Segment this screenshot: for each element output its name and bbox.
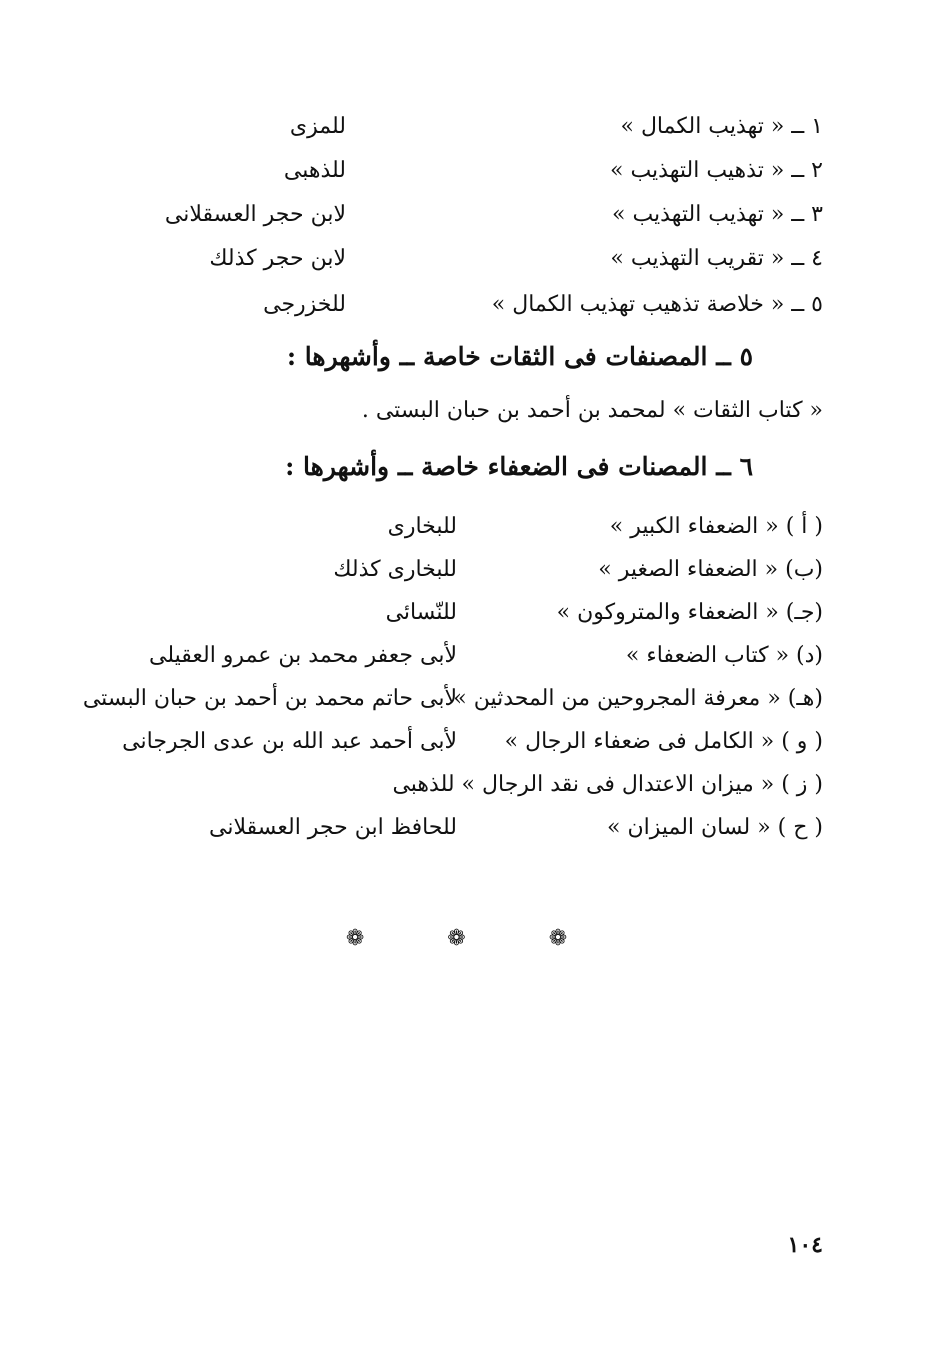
list-item-author: لأبى حاتم محمد بن أحمد بن حبان البستى	[82, 686, 457, 711]
list-item-title: ٤ ــ « تقريب التهذيب »	[610, 246, 823, 271]
section-heading-thiqat: ٥ ــ المصنفات فى الثقات خاصة ــ وأشهرها :	[286, 342, 753, 371]
list-item-title: ( ز ) « ميزان الاعتدال فى نقد الرجال » للذهبى	[392, 772, 823, 797]
list-item-title: ( و ) « الكامل فى ضعفاء الرجال »	[504, 729, 823, 754]
list-item-title: ١ ــ « تهذيب الكمال »	[620, 114, 823, 139]
list-item-title: (د) « كتاب الضعفاء »	[625, 643, 823, 668]
page-number: ١٠٤	[787, 1232, 823, 1258]
list-item-title: ٣ ــ « تهذيب التهذيب »	[611, 202, 823, 227]
list-item-author: للخزرجى	[263, 292, 346, 317]
list-item-author: للحافظ ابن حجر العسقلانى	[209, 815, 457, 840]
list-item-title: ٢ ــ « تذهيب التهذيب »	[610, 158, 823, 183]
list-item-author: لأبى جعفر محمد بن عمرو العقيلى	[149, 643, 457, 668]
list-item-author: لابن حجر العسقلانى	[164, 202, 346, 227]
list-item-title: ٥ ــ « خلاصة تذهيب تهذيب الكمال »	[491, 292, 823, 317]
list-item-author: لابن حجر كذلك	[209, 246, 346, 271]
list-item-title: (ب) « الضعفاء الصغير »	[598, 557, 823, 582]
list-item-title: ( ح ) « لسان الميزان »	[606, 815, 823, 840]
list-item-title: (هـ) « معرفة المجروحين من المحدثين »	[453, 686, 823, 711]
list-item-title: ( أ ) « الضعفاء الكبير »	[609, 514, 823, 539]
list-item-author: للنّسائى	[385, 600, 457, 625]
list-item-title: (جـ) « الضعفاء والمتروكون »	[556, 600, 823, 625]
list-item-author: للذهبى	[283, 158, 346, 183]
section-heading-duafa: ٦ ــ المصنات فى الضعفاء خاصة ــ وأشهرها :	[285, 452, 753, 481]
list-item-author: للبخارى كذلك	[333, 557, 457, 582]
list-item-author: لأبى أحمد عبد الله بن عدى الجرجانى	[122, 729, 457, 754]
list-item-author: للمزى	[289, 114, 346, 139]
section-separator: ❁ ❁ ❁	[345, 926, 606, 951]
list-item-author: للبخارى	[387, 514, 457, 539]
section-text-thiqat: « كتاب الثقات » لمحمد بن أحمد بن حبان البستى .	[361, 398, 823, 423]
